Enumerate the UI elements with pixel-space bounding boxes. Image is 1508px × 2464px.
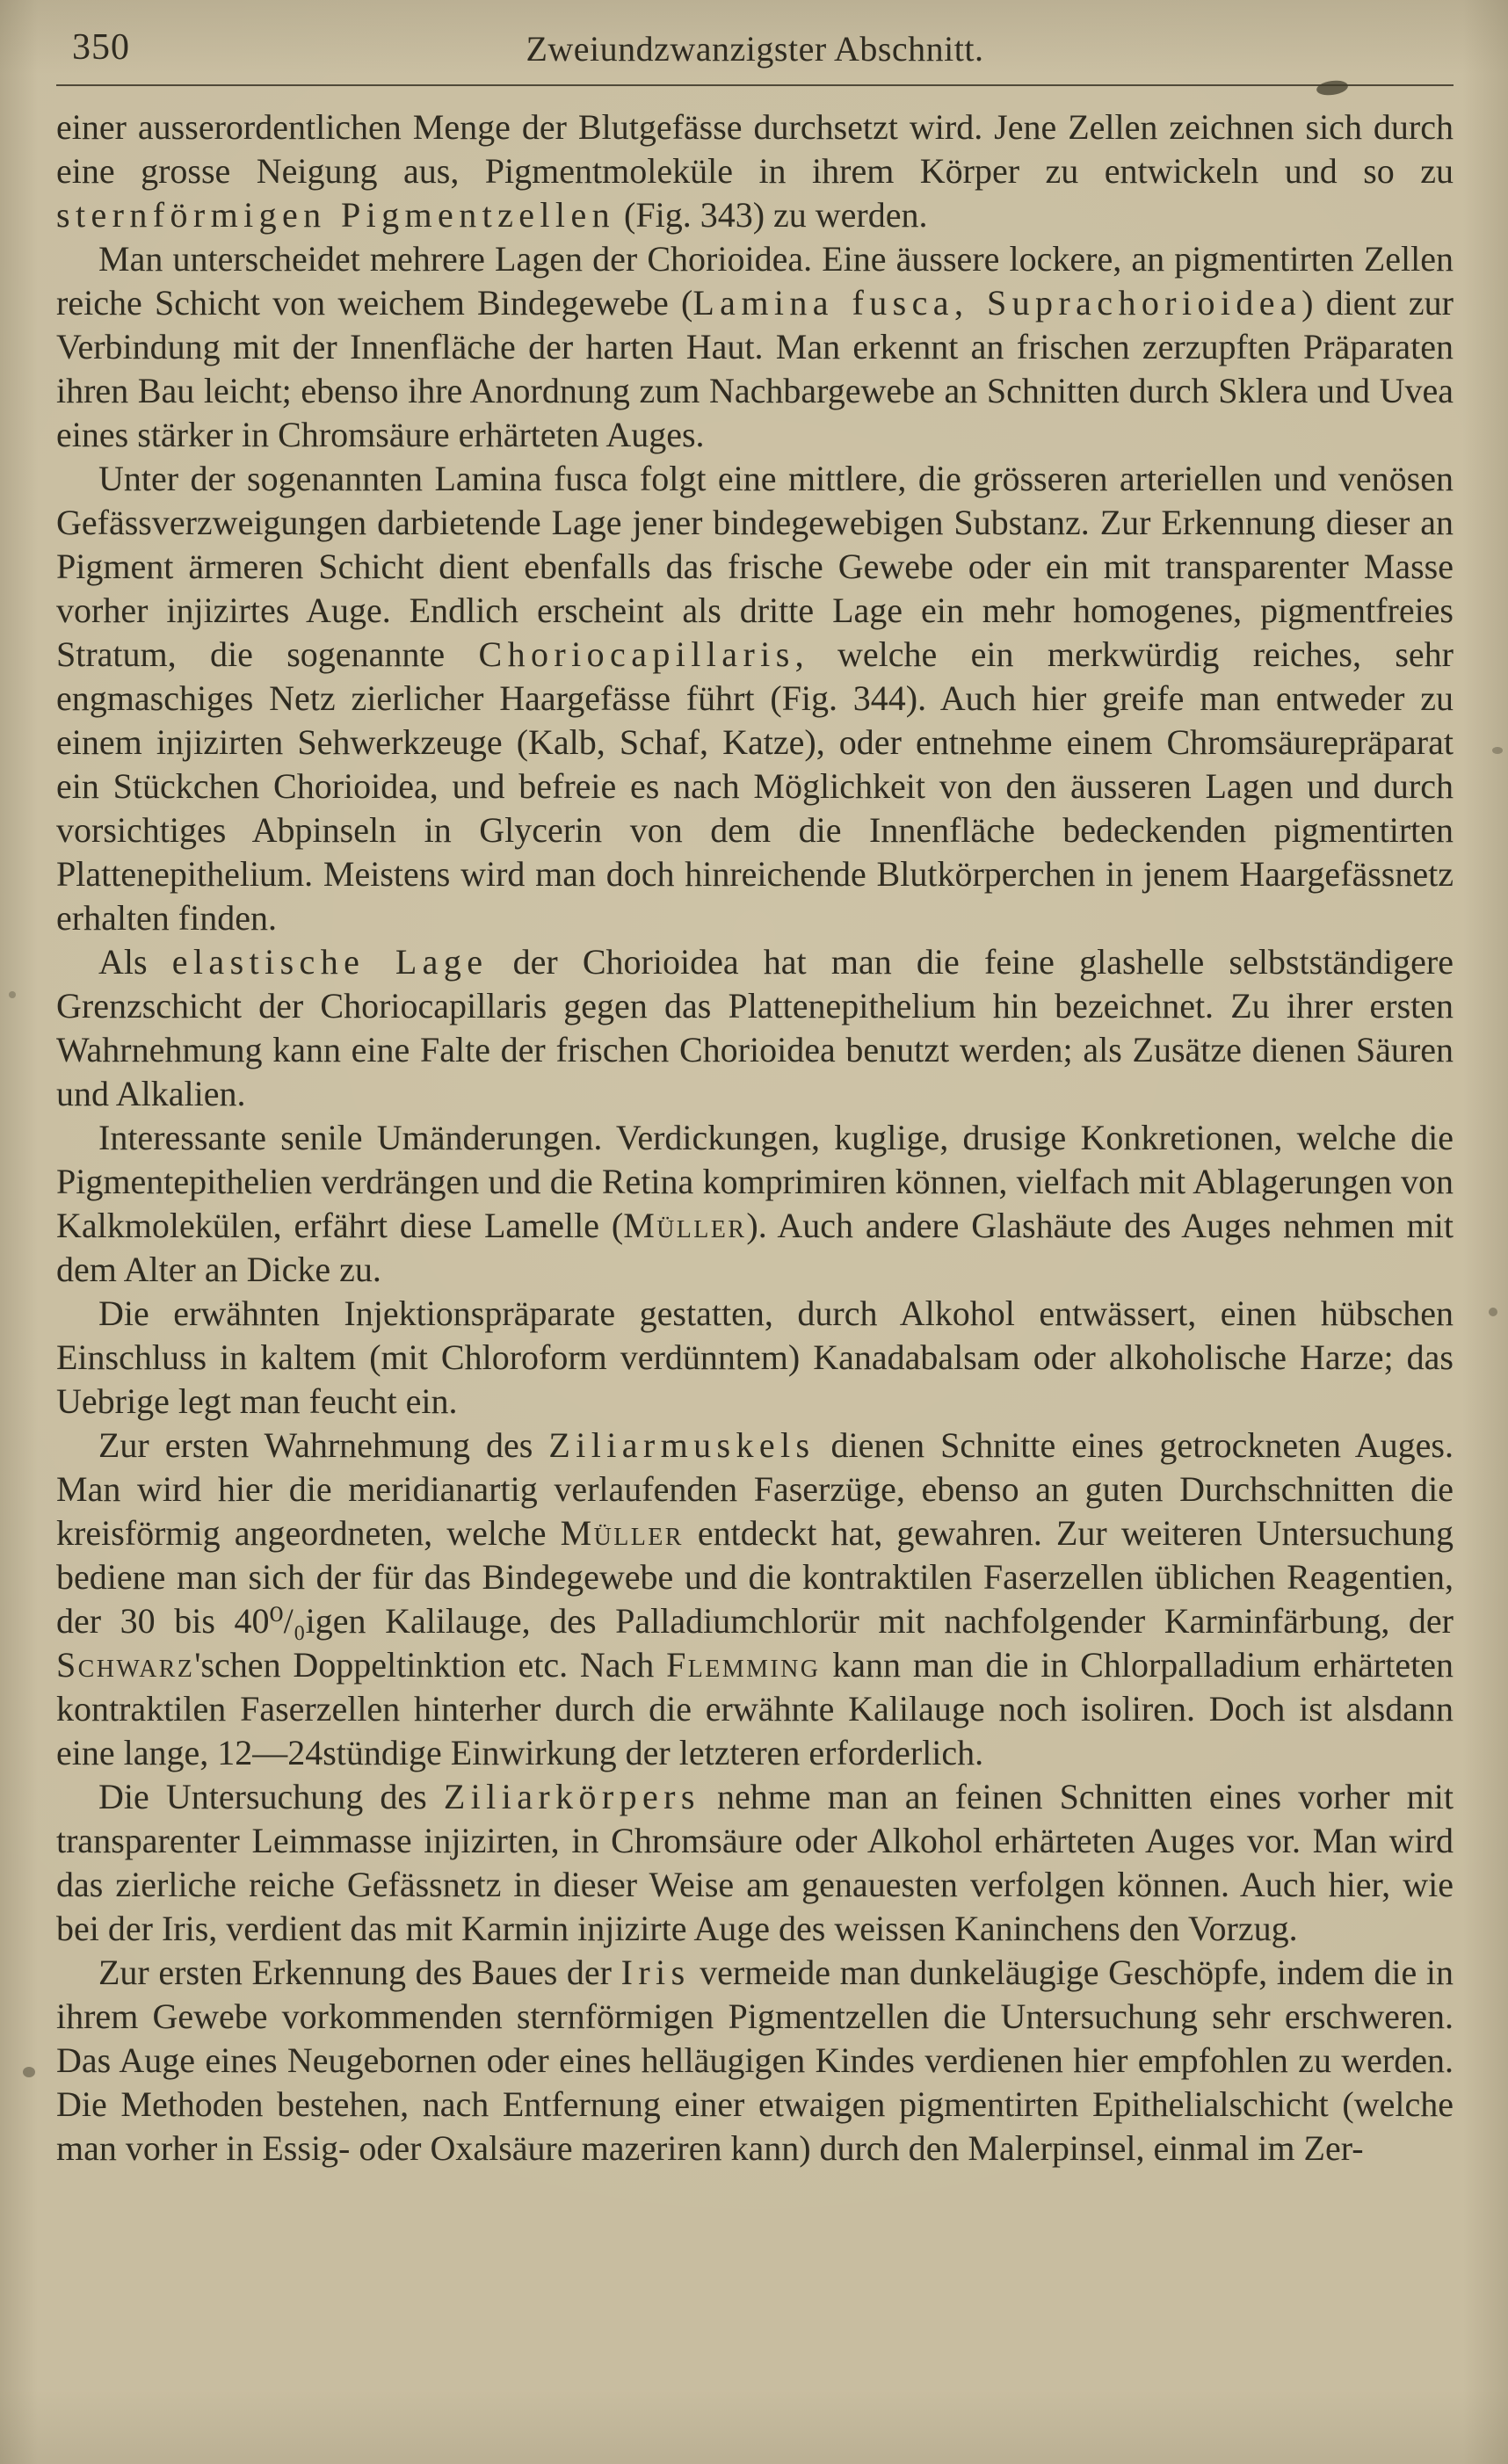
- text-run: vermeide man dunkeläugige Geschöpfe, indem die in ihrem Gewebe vorkommenden sternförmigen Pigmentzellen die Untersuchung sehr erschweren. Das Auge eines Neugebornen oder eines helläugigen Kindes verdienen hier empfohlen zu werden. Die Methoden bestehen, nach Entfernung einer etwaigen pigmentirten Epithelialschicht (welche man vorher in Essig- oder Oxalsäure mazeriren kann) durch den Malerpinsel, einmal im Zer-: [56, 1953, 1454, 2168]
- age-spot: [23, 2067, 35, 2077]
- text-run: der Chorioidea hat man die feine glashelle selbstständigere Grenzschicht der Choriocapillaris gegen das Plattenepithelium hin bezeichnet. Zu ihrer ersten Wahrnehmung kann eine Falte der frischen Chorioidea benutzt werden; als Zusätze dienen Säuren und Alkalien.: [56, 942, 1454, 1113]
- page-number: 350: [72, 27, 130, 68]
- text-run: Man unterscheidet mehrere Lagen der Chorioidea. Eine äussere lockere, an pigmentirten Zellen reiche Schicht von weichem Bindegewebe (: [56, 239, 1454, 322]
- person-name: Müller: [560, 1513, 684, 1553]
- age-spot: [1492, 747, 1503, 754]
- paragraph: [56, 940, 1454, 1116]
- emphasized-term: Iris: [620, 1953, 691, 1992]
- text-run: ) dient zur Verbindung mit der Innenfläche der harten Haut. Man erkennt an frischen zerzupften Präparaten ihren Bau leicht; ebenso ihre Anordnung zum Nachbargewebe an Schnitten durch Sklera und Uvea eines stärker in Chromsäure erhärteten Auges.: [56, 283, 1454, 454]
- person-name: Müller: [623, 1206, 747, 1245]
- text-run: ). Auch andere Glashäute des Auges nehmen mit dem Alter an Dicke zu.: [56, 1206, 1454, 1289]
- text-run: Die erwähnten Injektionspräparate gestatten, durch Alkohol entwässert, einen hübschen Einschluss in kaltem (mit Chloroform verdünntem) Kanadabalsam oder alkoholische Harze; das Uebrige legt man feucht ein.: [56, 1294, 1454, 1421]
- paragraph: [56, 1775, 1454, 1951]
- text-run: entdeckt hat, gewahren. Zur weiteren Untersuchung bediene man sich der für das Bindegewebe und die kontraktilen Faserzellen üblichen Reagentien, der 30 bis 40⁰/₀igen Kalilauge, des Palladiumchlorür mit nachfolgender Karminfärbung, der: [56, 1513, 1454, 1641]
- running-title: Zweiundzwanzigster Abschnitt.: [526, 29, 984, 69]
- paragraph: [56, 237, 1454, 457]
- paragraph: [56, 457, 1454, 940]
- emphasized-term: Ziliarkörpers: [443, 1777, 700, 1816]
- text-run: Zur ersten Wahrnehmung des: [98, 1425, 549, 1465]
- emphasized-term: Choriocapillaris: [478, 634, 795, 674]
- paragraph: [56, 1116, 1454, 1292]
- text-run: dienen Schnitte eines getrockneten Auges. Man wird hier die meridianartig verlaufenden Faserzüge, ebenso an guten Durchschnitten die kreisförmig angeordneten, welche: [56, 1425, 1454, 1553]
- page-header: [56, 26, 1454, 76]
- emphasized-term: Ziliarmuskels: [548, 1425, 816, 1465]
- text-run: 'schen Doppeltinktion etc. Nach: [194, 1645, 667, 1685]
- text-run: Als: [98, 942, 172, 982]
- person-name: Flemming: [666, 1645, 821, 1685]
- text-run: Unter der sogenannten Lamina fusca folgt eine mittlere, die grösseren arteriellen und venösen Gefässverzweigungen darbietende Lage jener bindegewebigen Substanz. Zur Erkennung dieser an Pigment ärmeren Schicht dient ebenfalls das frische Gewebe oder ein mit transparenter Masse vorher injizirtes Auge. Endlich erscheint als dritte Lage ein mehr homogenes, pigmentfreies Stratum, die sogenannte: [56, 459, 1454, 674]
- age-spot: [1316, 79, 1349, 98]
- header-rule: [56, 84, 1454, 86]
- text-run: Die Untersuchung des: [98, 1777, 444, 1816]
- age-spot: [1489, 1308, 1497, 1316]
- paragraph: [56, 105, 1454, 237]
- person-name: Schwarz: [56, 1645, 195, 1685]
- paragraph: [56, 1292, 1454, 1424]
- text-run: einer ausserordentlichen Menge der Blutgefässe durchsetzt wird. Jene Zellen zeichnen sich durch eine grosse Neigung aus, Pigmentmoleküle in ihrem Körper zu entwickeln und so zu: [56, 107, 1454, 191]
- emphasized-term: Lamina fusca, Suprachorioidea: [692, 283, 1302, 322]
- emphasized-term: elastische Lage: [171, 942, 489, 982]
- text-run: Zur ersten Erkennung des Baues der: [98, 1953, 621, 1992]
- text-run: (Fig. 343) zu werden.: [615, 195, 928, 235]
- paragraph: [56, 1424, 1454, 1775]
- paragraph: [56, 1951, 1454, 2170]
- emphasized-term: sternförmigen Pigmentzellen: [56, 195, 616, 235]
- text-run: kann man die in Chlorpalladium erhärteten kontraktilen Faserzellen hinterher durch die erwähnte Kalilauge noch isoliren. Doch ist alsdann eine lange, 12—24stündige Einwirkung der letzteren erforderlich.: [56, 1645, 1454, 1772]
- text-run: Interessante senile Umänderungen. Verdickungen, kuglige, drusige Konkretionen, welche die Pigmentepithelien verdrängen und die Retina komprimiren können, vielfach mit Ablagerungen von Kalkmolekülen, erfährt diese Lamelle (: [56, 1118, 1454, 1245]
- page-body: [56, 105, 1454, 2170]
- text-run: nehme man an feinen Schnitten eines vorher mit transparenter Leimmasse injizirten, in Chromsäure oder Alkohol erhärteten Auges vor. Man wird das zierliche reiche Gefässnetz in dieser Weise am genauesten verfolgen können. Auch hier, wie bei der Iris, verdient das mit Karmin injizirte Auge des weissen Kaninchens den Vorzug.: [56, 1777, 1454, 1948]
- text-run: , welche ein merkwürdig reiches, sehr engmaschiges Netz zierlicher Haargefässe führt (Fig. 344). Auch hier greife man entweder zu einem injizirten Sehwerkzeuge (Kalb, Schaf, Katze), oder entnehme einem Chromsäurepräparat ein Stückchen Chorioidea, und befreie es nach Möglichkeit von den äusseren Lagen und durch vorsichtiges Abpinseln in Glycerin von dem die Innenfläche bedeckenden pigmentirten Plattenepithelium. Meistens wird man doch hinreichende Blutkörperchen in jenem Haargefässnetz erhalten finden.: [56, 634, 1454, 938]
- age-spot: [9, 991, 16, 998]
